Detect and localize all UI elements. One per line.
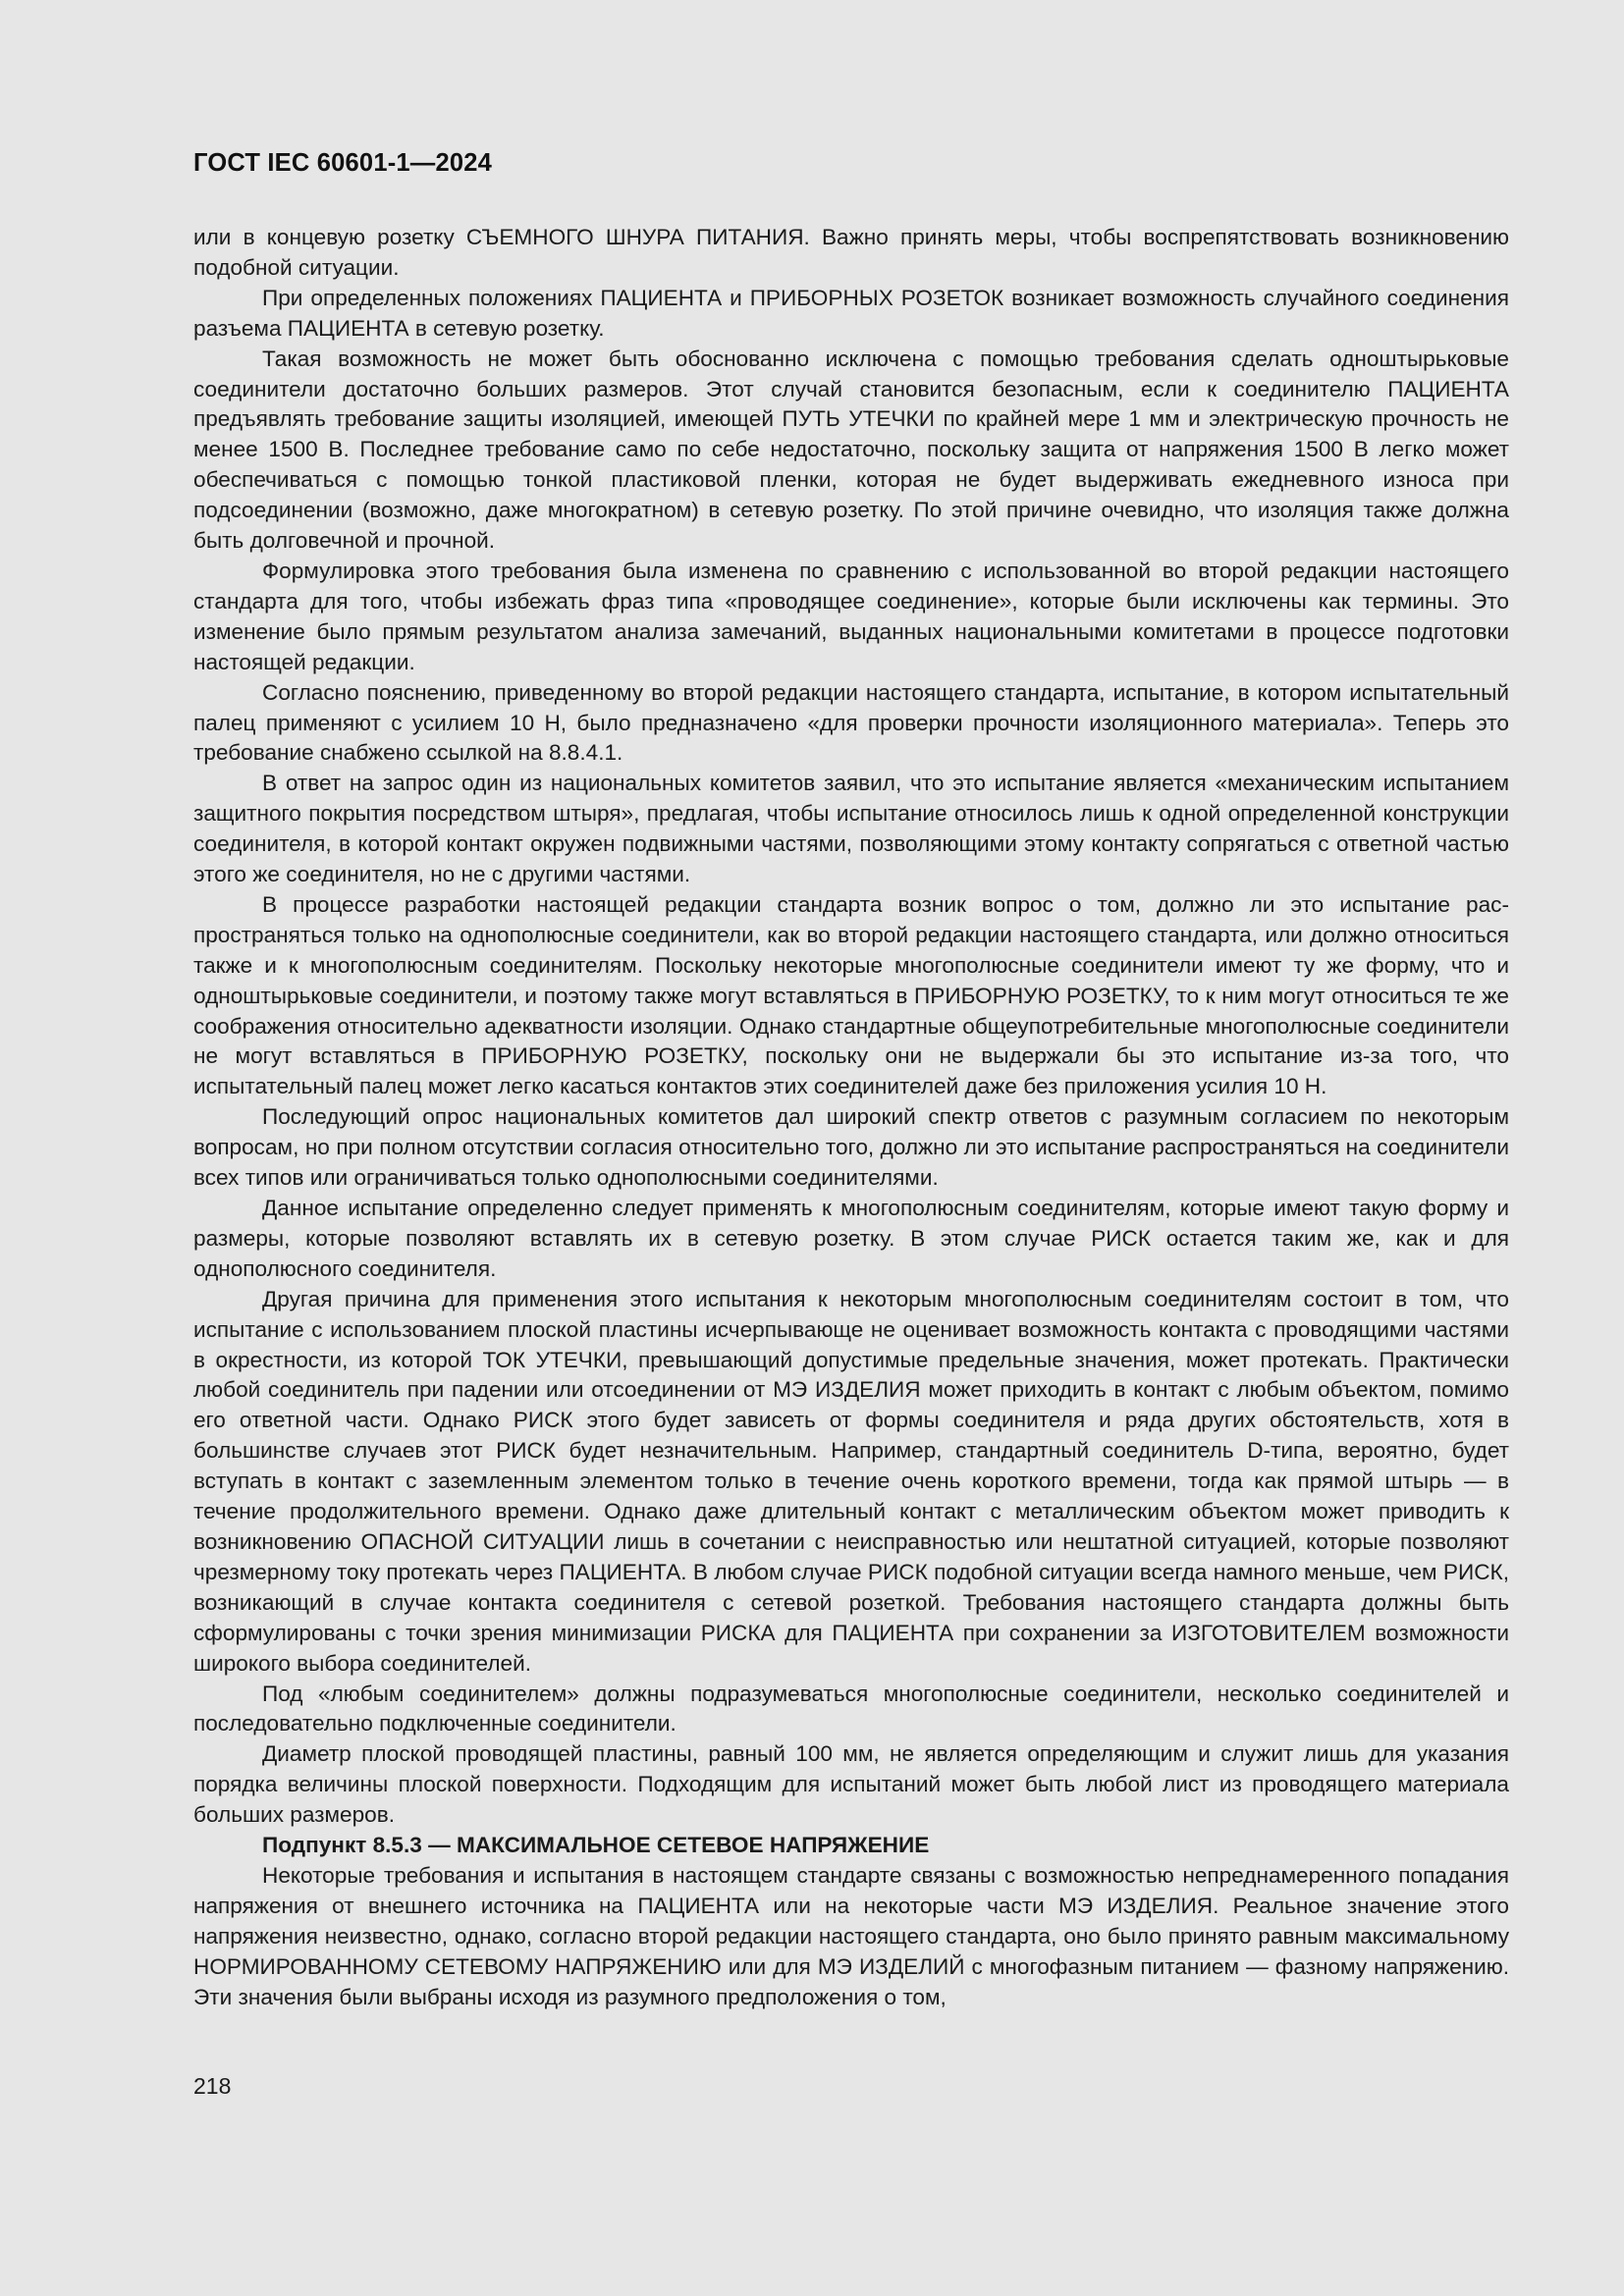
paragraph: Данное испытание определенно следует применять к многополюсным соединителям, которые имеют такую форму и размеры, которые позволяют вставлять их в сетевую розетку. В этом случае РИСК остается таким же, как и для однополюсного соединителя. [193,1196,1509,1281]
paragraph: Диаметр плоской проводящей пластины, равный 100 мм, не является определяющим и служит лишь для указания порядка величины плоской поверхности. Подходящим для испытаний может быть любой лист из проводящего материала больших размеров. [193,1741,1509,1828]
paragraph: Согласно пояснению, приведенному во второй редакции настоящего стандарта, испытание, в котором испытательный палец применяют с усилием 10 Н, было предназначено «для проверки прочности изоляционного материала». Теперь это требование снабжено ссылкой на 8.8.4.1. [193,679,1509,766]
paragraph: Формулировка этого требования была изменена по сравнению с использованной во второй редакции настоящего стандарта для того, чтобы избежать фраз типа «проводящее соединение», которые были исключены как термины. Это изменение было прямым результатом анализа замечаний, выданных национальными комитетами в процессе подготовки настоящей редакции. [193,558,1509,674]
paragraph: Последующий опрос национальных комитетов дал широкий спектр ответов с разумным согласием по некоторым вопросам, но при полном отсутствии согласия относительно того, должно ли это испытание распространяться на соединители всех типов или ограничиваться только однополюсными соединителями. [193,1104,1509,1191]
section-subheading: Подпункт 8.5.3 — МАКСИМАЛЬНОЕ СЕТЕВОЕ НАПРЯЖЕНИЕ [262,1833,930,1858]
paragraph: Под «любым соединителем» должны подразумеваться многополюсные соединители, несколько соединителей и последовательно подключенные соединители. [193,1681,1509,1736]
body-text [193,223,1509,2012]
page-number: 218 [193,2073,232,2099]
paragraph: Другая причина для применения этого испытания к некоторым многополюсным соединителям состоит в том, что испытание с использованием плоской пластины исчерпывающе не оценивает возможность контакта с проводящими частями в окрестности, из которой ТОК УТЕЧКИ, превышающий допустимые предельные значения, может протекать. Практически любой соединитель при падении или отсоединении от МЭ ИЗДЕЛИЯ может приходить в контакт с любым объектом, помимо его ответной части. Однако РИСК этого будет зависеть от формы соединителя и ряда других обстоятельств, хотя в большинстве случаев этот РИСК будет незначительным. Например, стандартный соединитель D-типа, вероятно, будет вступать в контакт с заземленным элементом только в течение очень короткого времени, тогда как прямой штырь — в течение продолжительного времени. Однако даже длительный контакт с металлическим объектом может приводить к возникновению ОПАСНОЙ СИТУАЦИИ лишь в сочетании с неисправностью или нештатной ситуацией, которые позволяют чрезмерному току протекать через ПАЦИЕНТА. В любом случае РИСК подобной ситуации всегда намного меньше, чем РИСК, возникающий в случае контакта соединителя с сетевой розеткой. Требования настоящего стандарта должны быть сформулированы с точки зрения минимизации РИСКА для ПАЦИЕНТА при сохранении за ИЗГОТОВИТЕЛЕМ возможности широкого выбора соединителей. [193,1286,1509,1676]
paragraph: Некоторые требования и испытания в настоящем стандарте связаны с возможностью непреднамеренного попадания напряжения от внешнего источника на ПАЦИЕНТА или на некоторые части МЭ ИЗДЕЛИЯ. Реальное значение этого напряжения неизвестно, однако, согласно второй редакции настоящего стандарта, оно было принято равным максимальному НОРМИРОВАННОМУ СЕТЕВОМУ НАПРЯЖЕНИЮ или для МЭ ИЗДЕЛИЙ с многофазным питанием — фазному напряжению. Эти значения были выбраны исходя из разумного предположения о том, [193,1862,1509,2009]
paragraph: В ответ на запрос один из национальных комитетов заявил, что это испытание является «механическим испытанием защитного покрытия посредством штыря», предлагая, чтобы испытание относилось лишь к одной определенной конструкции соединителя, в которой контакт окружен подвижными частями, позволяющими этому контакту сопрягаться с ответной частью этого же соединителя, но не с другими частями. [193,771,1509,887]
paragraph: В процессе разработки настоящей редакции стандарта возник вопрос о том, должно ли это испытание распространяться только на однополюсные соединители, как во второй редакции настоящего стандарта, или должно относиться также и к многополюсным соединителям. Поскольку некоторые многополюсные соединители имеют ту же форму, что и одноштырьковые соединители, и поэтому также могут вставляться в ПРИБОРНУЮ РОЗЕТКУ, то к ним могут относиться те же соображения относительно адекватности изоляции. Однако стандартные общеупотребительные многополюсные соединители не могут вставляться в ПРИБОРНУЮ РОЗЕТКУ, поскольку они не выдержали бы это испытание из-за того, что испытательный палец может легко касаться контактов этих соединителей даже без приложения усилия 10 Н. [193,891,1509,1099]
paragraph: или в концевую розетку СЪЕМНОГО ШНУРА ПИТАНИЯ. Важно принять меры, чтобы воспрепятствовать возникновению подобной ситуации. [193,225,1509,280]
paragraph: При определенных положениях ПАЦИЕНТА и ПРИБОРНЫХ РОЗЕТОК возникает возможность случайного соединения разъема ПАЦИЕНТА в сетевую розетку. [193,285,1509,341]
paragraph: Такая возможность не может быть обоснованно исключена с помощью требования сделать одноштырьковые соединители достаточно больших размеров. Этот случай становится безопасным, если к соединителю ПАЦИЕНТА предъявлять требование защиты изоляцией, имеющей ПУТЬ УТЕЧКИ по крайней мере 1 мм и электрическую прочность не менее 1500 В. Последнее требование само по себе недостаточно, поскольку защита от напряжения 1500 В легко может обеспечиваться с помощью тонкой пластиковой пленки, которая не будет выдерживать ежедневного износа при подсоединении (возможно, даже многократном) в сетевую розетку. По этой причине очевидно, что изоляция также должна быть долговечной и прочной. [193,346,1509,554]
standard-header: ГОСТ IEC 60601-1—2024 [193,149,492,177]
